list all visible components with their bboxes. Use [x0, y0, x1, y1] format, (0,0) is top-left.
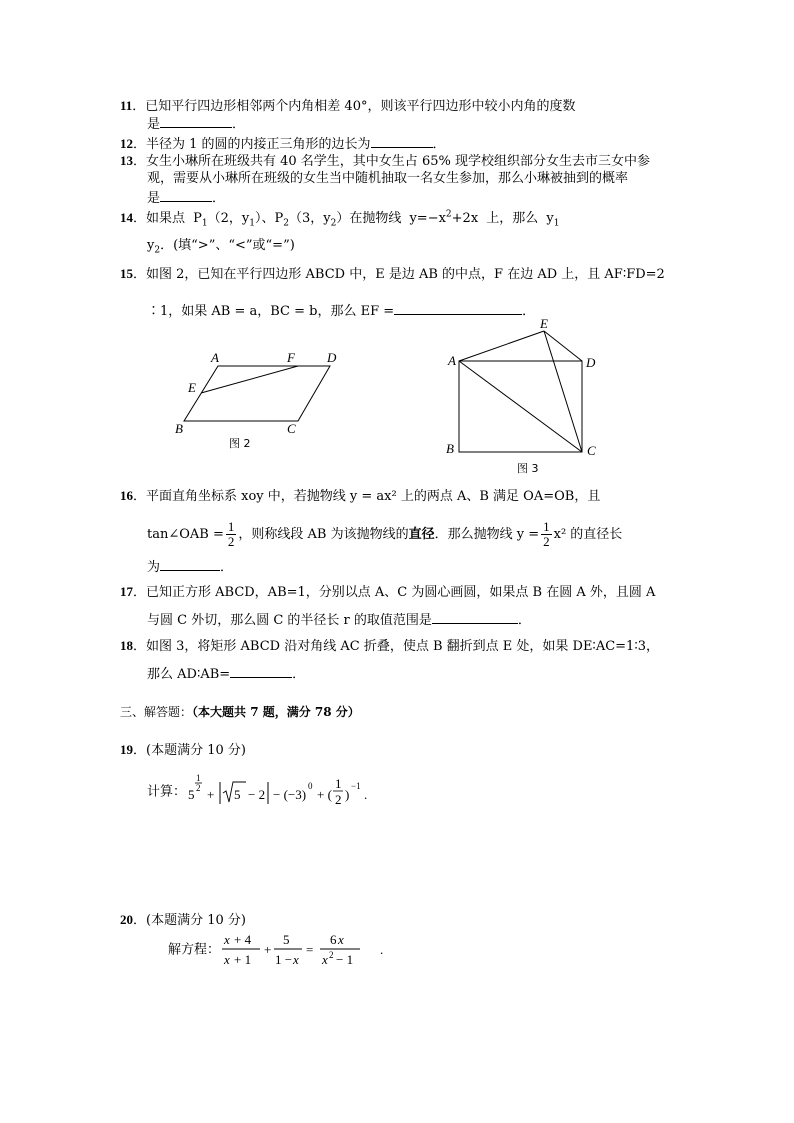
q17-line2: [147, 611, 531, 629]
q20-equation: [220, 930, 400, 970]
svg-text:+: +: [207, 787, 215, 802]
svg-text:5: 5: [283, 932, 290, 947]
svg-text:.: .: [364, 787, 368, 802]
q15-text-1: ．如图 2，已知在平行四边形 ABCD 中，E 是边 AB 的中点，F 在边 AD 上，且 AF∶FD=2: [133, 267, 665, 282]
q15-number: 15: [120, 266, 133, 281]
q14-text-f: +2x 上，那么 y: [451, 211, 554, 226]
svg-text:0: 0: [308, 781, 313, 791]
q18-text-1: ．如图 3，将矩形 ABCD 沿对角线 AC 折叠，使点 B 翻折到点 E 处，如果 DE∶AC=1∶3，: [133, 639, 659, 654]
q14-text-c: ）、P: [254, 211, 284, 226]
svg-text:1 −: 1 −: [275, 952, 293, 967]
q13-cont: 是: [147, 191, 161, 206]
fig2-label-c: C: [287, 421, 296, 436]
q16-text-3: ．那么抛物线 y =: [434, 527, 540, 542]
q14-text-b: （2，y: [207, 211, 250, 226]
svg-text:=: =: [306, 942, 314, 957]
q19-expression-line: [147, 772, 426, 812]
q20-equation-line: [168, 930, 400, 971]
svg-text:+ 1: + 1: [234, 952, 252, 967]
q11-end: ．: [232, 117, 246, 132]
q17-end: ．: [517, 613, 531, 628]
q11-cont: 是: [147, 117, 161, 132]
q12-line: [120, 135, 446, 153]
q13-text-1: ．女生小琳所在班级共有 40 名学生，其中女生占 65% 现学校组织部分女生去市三女中参: [133, 154, 650, 169]
q15-text-2: ∶1，如果 AB = a，BC = b，那么 EF =: [147, 304, 395, 319]
fig3-label-a: A: [448, 353, 456, 368]
q16-fraction-1: [226, 520, 237, 549]
q16-frac2-num: 1: [543, 519, 550, 534]
q13-line2: 观，需要从小琳所在班级的女生当中随机抽取一名女生参加，那么小琳被抽到的概率: [147, 171, 629, 186]
svg-text:−1: −1: [351, 781, 361, 791]
parallelogram-abcd: [184, 366, 330, 421]
svg-text:2: 2: [335, 792, 342, 807]
svg-text:2: 2: [329, 950, 334, 960]
q18-answer-blank[interactable]: [230, 665, 292, 678]
q11-number: 11: [120, 98, 133, 113]
q19-number: 19: [120, 742, 133, 757]
svg-text:): ): [345, 787, 350, 802]
fig2-label-d: D: [327, 350, 337, 365]
svg-text:x: x: [338, 932, 344, 947]
q14-y2: y: [147, 238, 155, 253]
q16-cont: 为: [147, 560, 161, 575]
q14-number: 14: [120, 210, 133, 225]
svg-text:x: x: [224, 932, 230, 947]
fig2-label-b: B: [175, 421, 183, 436]
q14-hint: ．(填“>”、“<”或“=”): [160, 238, 295, 253]
fig2-label-e: E: [188, 380, 196, 395]
q13-number: 13: [120, 153, 133, 168]
svg-text:5: 5: [188, 787, 195, 802]
svg-text:5: 5: [234, 787, 241, 802]
svg-text:+ (: + (: [317, 787, 332, 802]
fig3-caption: 图 3: [517, 462, 539, 475]
section-3-title: 三、解答题：: [120, 705, 193, 719]
svg-text:6: 6: [330, 932, 337, 947]
q12-answer-blank[interactable]: [371, 135, 433, 148]
q11-text: ．已知平行四边形相邻两个内角相差 40°，则该平行四边形中较小内角的度数: [132, 99, 576, 114]
svg-text:x: x: [224, 952, 230, 967]
segment-ec: [544, 331, 582, 452]
q16-line3: [147, 558, 233, 576]
svg-text:1: 1: [196, 773, 201, 783]
q20-header: [120, 912, 246, 929]
svg-text:2: 2: [196, 783, 201, 793]
svg-text:− 1: − 1: [336, 952, 354, 967]
q16-line2: [147, 518, 622, 552]
q13-end: ．: [212, 191, 226, 206]
fig3-label-e: E: [540, 316, 548, 331]
diagonal-ac: [459, 361, 582, 452]
section-3-heading: [120, 704, 360, 720]
svg-text:x: x: [293, 952, 299, 967]
fig2-label-a: A: [211, 350, 219, 365]
q18-line2: [147, 665, 305, 683]
q17-text-1: ．已知正方形 ABCD，AB=1，分别以点 A、C 为圆心画圆，如果点 B 在圆 A 外，且圆 A: [133, 585, 656, 600]
q16-frac1-den: 2: [227, 534, 235, 549]
fig2-caption: 图 2: [229, 437, 251, 450]
q14-text-e: ）在抛物线 y=−x: [336, 211, 446, 226]
q16-line1: [120, 488, 600, 505]
q16-number: 16: [120, 488, 133, 503]
q18-end: ．: [292, 667, 306, 682]
q14-line2: $y_2$．(填“>”、“<”或“=”): [147, 238, 295, 256]
q20-score: ．(本题满分 10 分): [133, 913, 246, 928]
q18-number: 18: [120, 638, 133, 653]
fig2-label-f: F: [287, 350, 295, 365]
q16-frac1-num: 1: [227, 519, 235, 534]
q15-line1: [120, 266, 665, 283]
q12-text: ．半径为 1 的圆的内接正三角形的边长为: [133, 137, 371, 152]
q17-answer-blank[interactable]: [432, 611, 518, 624]
q16-end: ．: [220, 560, 234, 575]
fig3-label-c: C: [587, 443, 596, 458]
q12-end: ．: [432, 137, 446, 152]
q12-number: 12: [120, 136, 133, 151]
q16-bold-term: 直径: [408, 527, 435, 542]
section-3-note: （本大题共 7 题，满分 78 分）: [192, 705, 360, 719]
q14-text-d: （3，y: [288, 211, 331, 226]
svg-text:− (−3): − (−3): [273, 787, 307, 802]
q15-end: ．: [522, 304, 536, 319]
q14-text-a: ．如果点 P: [133, 211, 202, 226]
q16-frac2-den: 2: [543, 534, 550, 549]
fig3-label-b: B: [446, 441, 454, 456]
svg-text:.: .: [380, 942, 384, 957]
q17-number: 17: [120, 584, 133, 599]
q20-label: 解方程：: [168, 942, 221, 958]
q13-line3: [147, 189, 225, 207]
q16-text-1: ．平面直角坐标系 xoy 中，若抛物线 y = ax² 上的两点 A、B 满足 OA=OB，且: [133, 489, 601, 504]
q17-text-2: 与圆 C 外切，那么圆 C 的半径长 r 的取值范围是: [147, 613, 432, 628]
q19-header: [120, 742, 246, 759]
segment-ed: [544, 331, 582, 361]
q18-line1: [120, 638, 659, 655]
svg-text:1: 1: [335, 776, 342, 791]
q15-answer-blank[interactable]: [394, 302, 522, 315]
svg-text:+ 4: + 4: [234, 932, 252, 947]
figure-3: [440, 315, 610, 480]
q11-line1: [120, 98, 575, 115]
q19-expression: [186, 772, 426, 812]
q19-label: 计算：: [147, 784, 187, 800]
q16-answer-blank[interactable]: [160, 558, 220, 571]
q17-line1: [120, 584, 655, 601]
q11-line2: [147, 115, 245, 133]
q18-text-2: 那么 AD∶AB=: [147, 667, 231, 682]
q20-number: 20: [120, 912, 133, 927]
q16-tan: tan∠OAB =: [147, 527, 224, 542]
svg-text:+: +: [264, 942, 272, 957]
figure-2: [170, 348, 345, 453]
segment-ae: [459, 331, 544, 361]
svg-text:− 2: − 2: [248, 787, 266, 802]
svg-text:x: x: [322, 952, 328, 967]
fig3-label-d: D: [586, 355, 596, 370]
q19-score: ．(本题满分 10 分): [133, 743, 246, 758]
q13-answer-blank[interactable]: [160, 189, 212, 202]
q16-text-4: x² 的直径长: [553, 527, 623, 542]
q14-line1: 14．如果点 $P_1(2$，$y_1$）、$P_2(3$，$y_2$）在抛物线 $y=-x^2+2x$ 上，那么 $y_1$: [120, 209, 560, 229]
q13-line1: [120, 153, 650, 170]
q16-text-2: ，则称线段 AB 为该抛物线的: [238, 527, 409, 542]
q11-answer-blank[interactable]: [160, 115, 232, 128]
q16-fraction-2: [541, 520, 552, 549]
